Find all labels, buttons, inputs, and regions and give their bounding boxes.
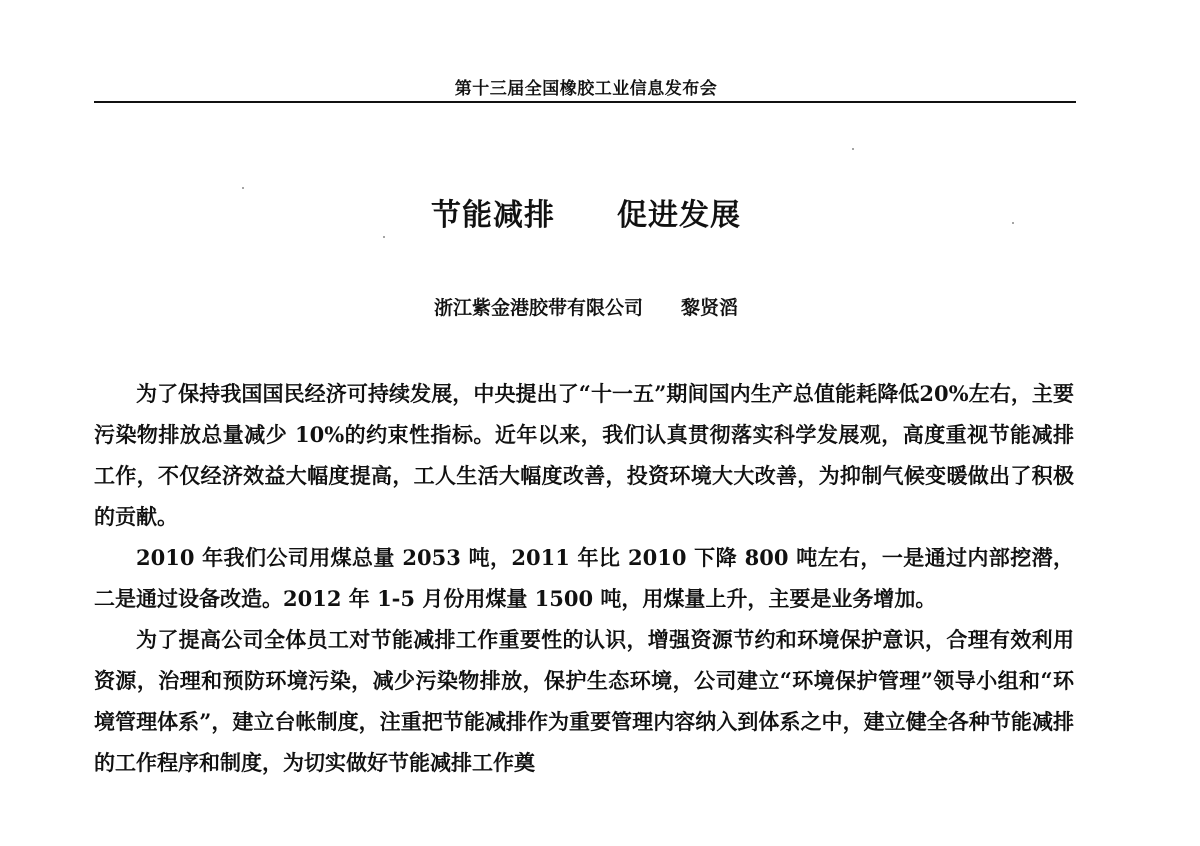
scan-speck xyxy=(383,236,385,238)
paragraph-2: 2010 年我们公司用煤总量 2053 吨，2011 年比 2010 下降 800 吨左右，一是通过内部挖潜，二是通过设备改造。2012 年 1-5 月份用煤量 1500 吨，用煤量上升，主要是业务增加。 xyxy=(94,545,1074,611)
paragraph-1: 为了保持我国国民经济可持续发展，中央提出了“十一五”期间国内生产总值能耗降低20%左右，主要污染物排放总量减少 10%的约束性指标。近年以来，我们认真贯彻落实科学发展观，高度重视节能减排工作，不仅经济效益大幅度提高，工人生活大幅度改善，投资环境大大改善，为抑制气候变暖做出了积极的贡献。 xyxy=(94,381,1074,529)
paragraph-3: 为了提高公司全体员工对节能减排工作重要性的认识，增强资源节约和环境保护意识，合理有效利用资源，治理和预防环境污染，减少污染物排放，保护生态环境，公司建立“环境保护管理”领导小组和“环境管理体系”，建立台帐制度，注重把节能减排作为重要管理内容纳入到体系之中，建立健全各种节能减排的工作程序和制度，为切实做好节能减排工作奠 xyxy=(94,627,1074,775)
scan-speck xyxy=(242,187,244,189)
article-title: 节能减排 促进发展 xyxy=(431,198,741,233)
running-header: 第十三届全国橡胶工业信息发布会 xyxy=(454,79,718,99)
article-body xyxy=(94,373,1074,783)
scan-speck xyxy=(1012,222,1014,224)
scan-speck xyxy=(852,148,854,150)
header-rule xyxy=(94,101,1076,103)
author-byline: 浙江紫金港胶带有限公司 黎贤滔 xyxy=(433,297,738,319)
